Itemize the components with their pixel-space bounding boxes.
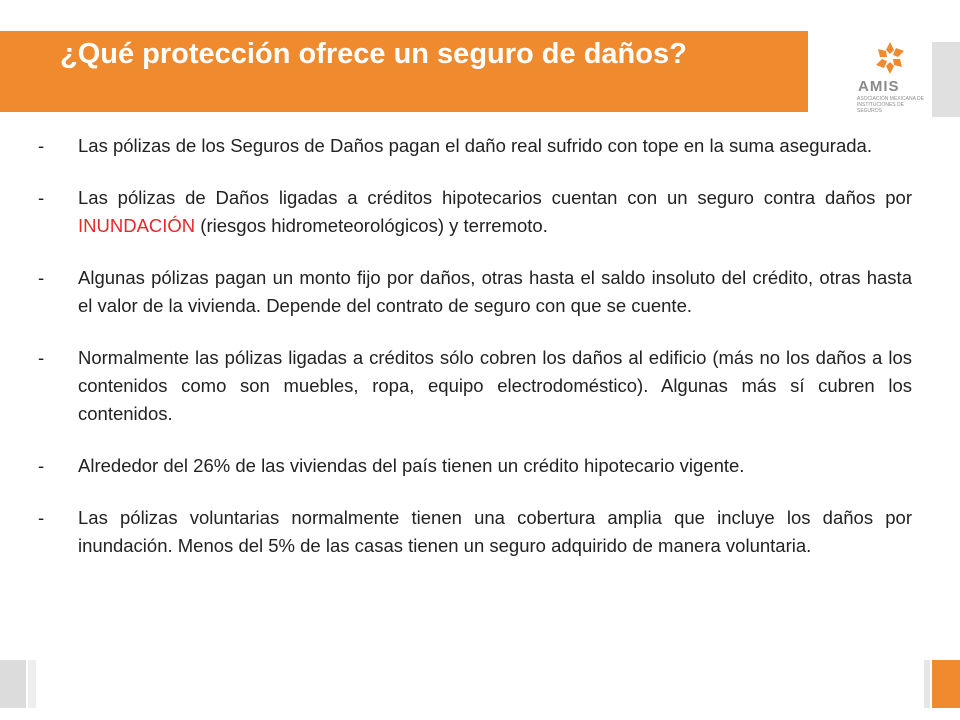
logo-subtitle: ASOCIACIÓN MEXICANA DE INSTITUCIONES DE SEGUROS bbox=[857, 96, 924, 114]
bullet-dash: - bbox=[38, 347, 45, 368]
decorative-side-bar bbox=[932, 42, 960, 117]
decorative-bottom-right-strip bbox=[924, 660, 930, 708]
list-item bbox=[38, 184, 912, 240]
list-item bbox=[38, 504, 912, 560]
bullet-text: Normalmente las pólizas ligadas a créditos sólo cobren los daños al edificio (más no los daños a los contenidos como son muebles, ropa, equipo electrodoméstico). Algunas más sí cubren los contenidos. bbox=[78, 347, 912, 424]
bullet-list bbox=[38, 132, 912, 584]
list-item bbox=[38, 132, 912, 160]
bullet-text: Las pólizas de los Seguros de Daños pagan el daño real sufrido con tope en la suma asegurada. bbox=[78, 135, 872, 156]
bullet-dash: - bbox=[38, 507, 45, 528]
bullet-text: Algunas pólizas pagan un monto fijo por daños, otras hasta el saldo insoluto del crédito, otras hasta el valor de la vivienda. Depende del contrato de seguro con que se cuente. bbox=[78, 267, 912, 316]
amis-logo bbox=[848, 40, 928, 120]
highlight-flood: INUNDACIÓN bbox=[78, 215, 196, 236]
list-item bbox=[38, 452, 912, 480]
bullet-text: Las pólizas voluntarias normalmente tienen una cobertura amplia que incluye los daños por inundación. Menos del 5% de las casas tienen un seguro adquirido de manera voluntaria. bbox=[78, 507, 912, 556]
bullet-dash: - bbox=[38, 267, 45, 288]
bullet-dash: - bbox=[38, 135, 45, 156]
bullet-dash: - bbox=[38, 455, 45, 476]
decorative-bottom-left-strip bbox=[28, 660, 36, 708]
page-title: ¿Qué protección ofrece un seguro de daños? bbox=[60, 38, 687, 70]
logo-name: AMIS bbox=[858, 78, 900, 95]
decorative-bottom-right-bar bbox=[932, 660, 960, 708]
bullet-dash: - bbox=[38, 187, 45, 208]
bullet-text: Alrededor del 26% de las viviendas del país tienen un crédito hipotecario vigente. bbox=[78, 455, 745, 476]
amis-logo-icon bbox=[872, 40, 908, 76]
bullet-text-before: Las pólizas de Daños ligadas a créditos hipotecarios cuentan con un seguro contra daños por bbox=[78, 187, 912, 208]
bullet-text-after: (riesgos hidrometeorológicos) y terremoto. bbox=[195, 215, 548, 236]
bullet-text bbox=[78, 184, 912, 240]
list-item bbox=[38, 344, 912, 428]
list-item bbox=[38, 264, 912, 320]
decorative-bottom-left-bar bbox=[0, 660, 26, 708]
